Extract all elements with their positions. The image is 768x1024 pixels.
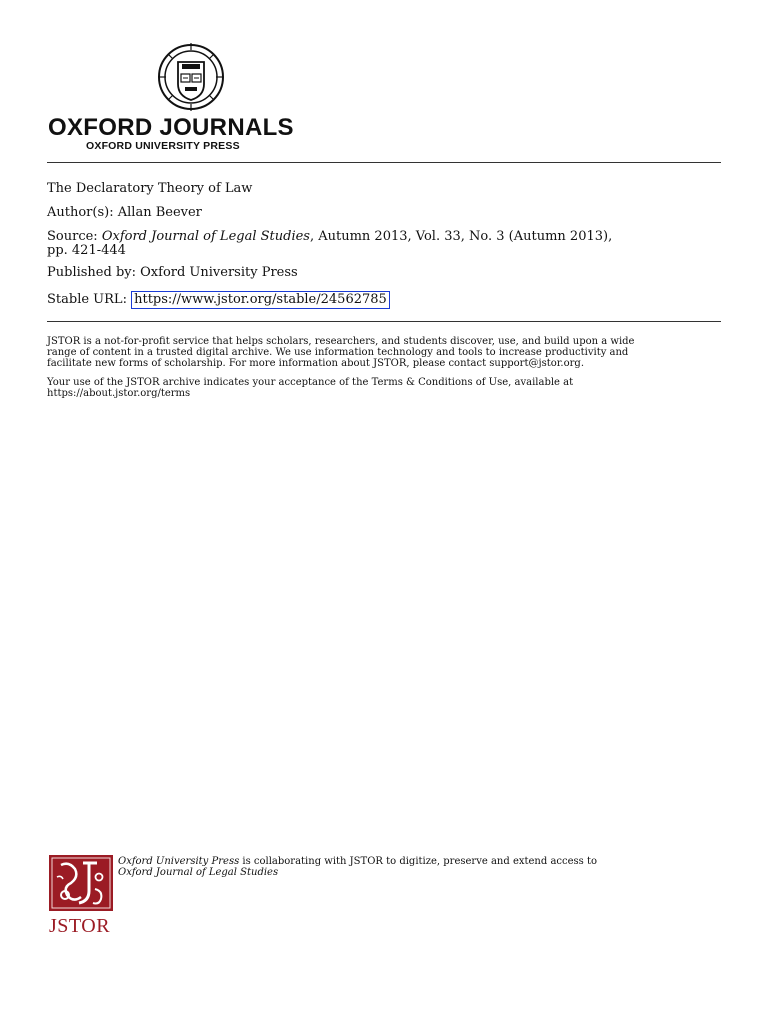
collab-publisher: Oxford University Press xyxy=(118,856,240,867)
terms-notice xyxy=(47,377,727,399)
notice-line: facilitate new forms of scholarship. For more information about JSTOR, please contact support@jstor.org. xyxy=(47,358,584,369)
notice-line: range of content in a trusted digital archive. We use information technology and tools to increase productivity and xyxy=(47,347,629,358)
stable-url-label: Stable URL: xyxy=(47,292,127,307)
jstor-logo-icon xyxy=(49,855,113,911)
authors-value: Allan Beever xyxy=(117,205,202,220)
collab-line-2 xyxy=(118,867,718,878)
journal-name: Oxford Journal of Legal Studies xyxy=(101,229,310,244)
publisher-value: Oxford University Press xyxy=(140,265,298,280)
brand-title: OXFORD JOURNALS xyxy=(48,114,294,141)
source-label: Source: xyxy=(47,229,98,244)
source-line xyxy=(47,229,612,245)
publisher-label: Published by: xyxy=(47,265,136,280)
collab-journal: Oxford Journal of Legal Studies xyxy=(118,867,279,878)
notice-line: JSTOR is a not-for-profit service that helps scholars, researchers, and students discover, use, and build upon a wide xyxy=(47,336,635,347)
source-details: , Autumn 2013, Vol. 33, No. 3 (Autumn 2013), xyxy=(309,229,613,244)
publisher-line xyxy=(47,265,298,281)
authors-label: Author(s): xyxy=(47,205,114,220)
article-title: The Declaratory Theory of Law xyxy=(47,181,253,196)
collab-line-1 xyxy=(118,856,718,867)
stable-url-line xyxy=(47,291,390,309)
brand-subtitle: OXFORD UNIVERSITY PRESS xyxy=(86,140,240,152)
collaboration-notice xyxy=(118,856,718,878)
divider-middle xyxy=(47,321,721,322)
oxford-journals-logo xyxy=(48,42,348,154)
oxford-crest-icon xyxy=(158,42,224,112)
jstor-notice xyxy=(47,336,727,369)
jstor-wordmark: JSTOR xyxy=(49,915,111,937)
authors-line xyxy=(47,205,202,221)
divider-top xyxy=(47,162,721,163)
source-pages: pp. 421-444 xyxy=(47,243,126,258)
terms-line: Your use of the JSTOR archive indicates your acceptance of the Terms & Conditions of Use, available at xyxy=(47,377,574,388)
collab-text: is collaborating with JSTOR to digitize, preserve and extend access to xyxy=(239,856,598,867)
terms-url[interactable]: https://about.jstor.org/terms xyxy=(47,388,191,399)
stable-url-link[interactable]: https://www.jstor.org/stable/24562785 xyxy=(131,291,390,309)
